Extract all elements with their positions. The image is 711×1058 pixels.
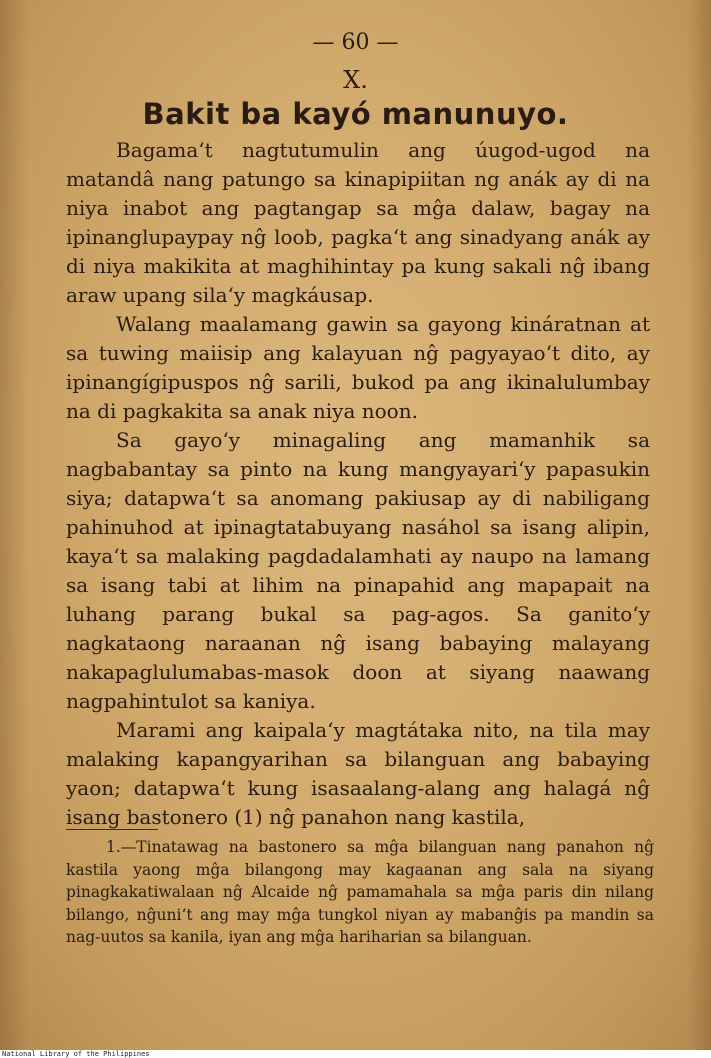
- paragraph: Bagama‘t nagtutumulin ang úugod-ugod na matandâ nang patungo sa kinapipiitan ng anák ay di na niya inabot ang pagtangap sa mĝa dalaw, bagay na ipinanglupaypay nĝ loob, pagka‘t ang sinadyang anák ay di niya makikita at maghihintay pa kung sakali nĝ ibang araw upang sila‘y magkáusap.: [66, 138, 650, 307]
- chapter-number: X.: [343, 66, 368, 94]
- paragraph: Marami ang kaipala‘y magtátaka nito, na tila may malaking kapangyarihan sa bilanguan ang babaying yaon; datapwa‘t kung isasaalang-alang ang halagá nĝ isang bastonero (1) nĝ panahon nang kastila,: [66, 718, 650, 829]
- footnote-divider: [66, 829, 158, 830]
- body-text: [66, 136, 650, 832]
- page-edge-shadow-right: [687, 0, 711, 1050]
- page-number: — 60 —: [312, 30, 399, 55]
- paragraph: Sa gayo‘y minagaling ang mamanhik sa nagbabantay sa pinto na kung mangyayari‘y papasukin siya; datapwa‘t sa anomang pakiusap ay di nabiligang pahinuhod at ipinagtatabuyang nasáhol sa isang alipin, kaya‘t sa malaking pagdadalamhati ay naupo na lamang sa isang tabi at lihim na pinapahid ang mapapait na luhang parang bukal sa pag-agos. Sa ganito‘y nagkataong naraanan nĝ isang babaying malayang nakapaglulumabas-masok doon at siyang naawang nagpahintulot sa kaniya.: [66, 428, 650, 713]
- footnote: [66, 836, 654, 949]
- page-edge-shadow-left: [0, 0, 28, 1050]
- paragraph: Walang maalamang gawin sa gayong kináratnan at sa tuwing maiisip ang kalayuan nĝ pagyayao‘t dito, ay ipinangígipuspos nĝ sarili, bukod pa ang ikinalulumbay na di pagkakita sa anak niya noon.: [66, 312, 650, 423]
- chapter-title: Bakit ba kayó manunuyo.: [142, 97, 569, 131]
- footnote-text: 1.—Tinatawag na bastonero sa mĝa bilanguan nang panahon nĝ kastila yaong mĝa bilangong may kagaanan ang sala na siyang pinagkakatiwalaan nĝ Alcaide nĝ pamamahala sa mĝa paris din nilang bilango, nĝuni‘t ang may mĝa tungkol niyan ay mabanĝis pa mandin sa nag-uutos sa kanila, iyan ang mĝa hariharian sa bilanguan.: [66, 838, 654, 946]
- library-credit: National Library of the Philippines: [2, 1050, 150, 1058]
